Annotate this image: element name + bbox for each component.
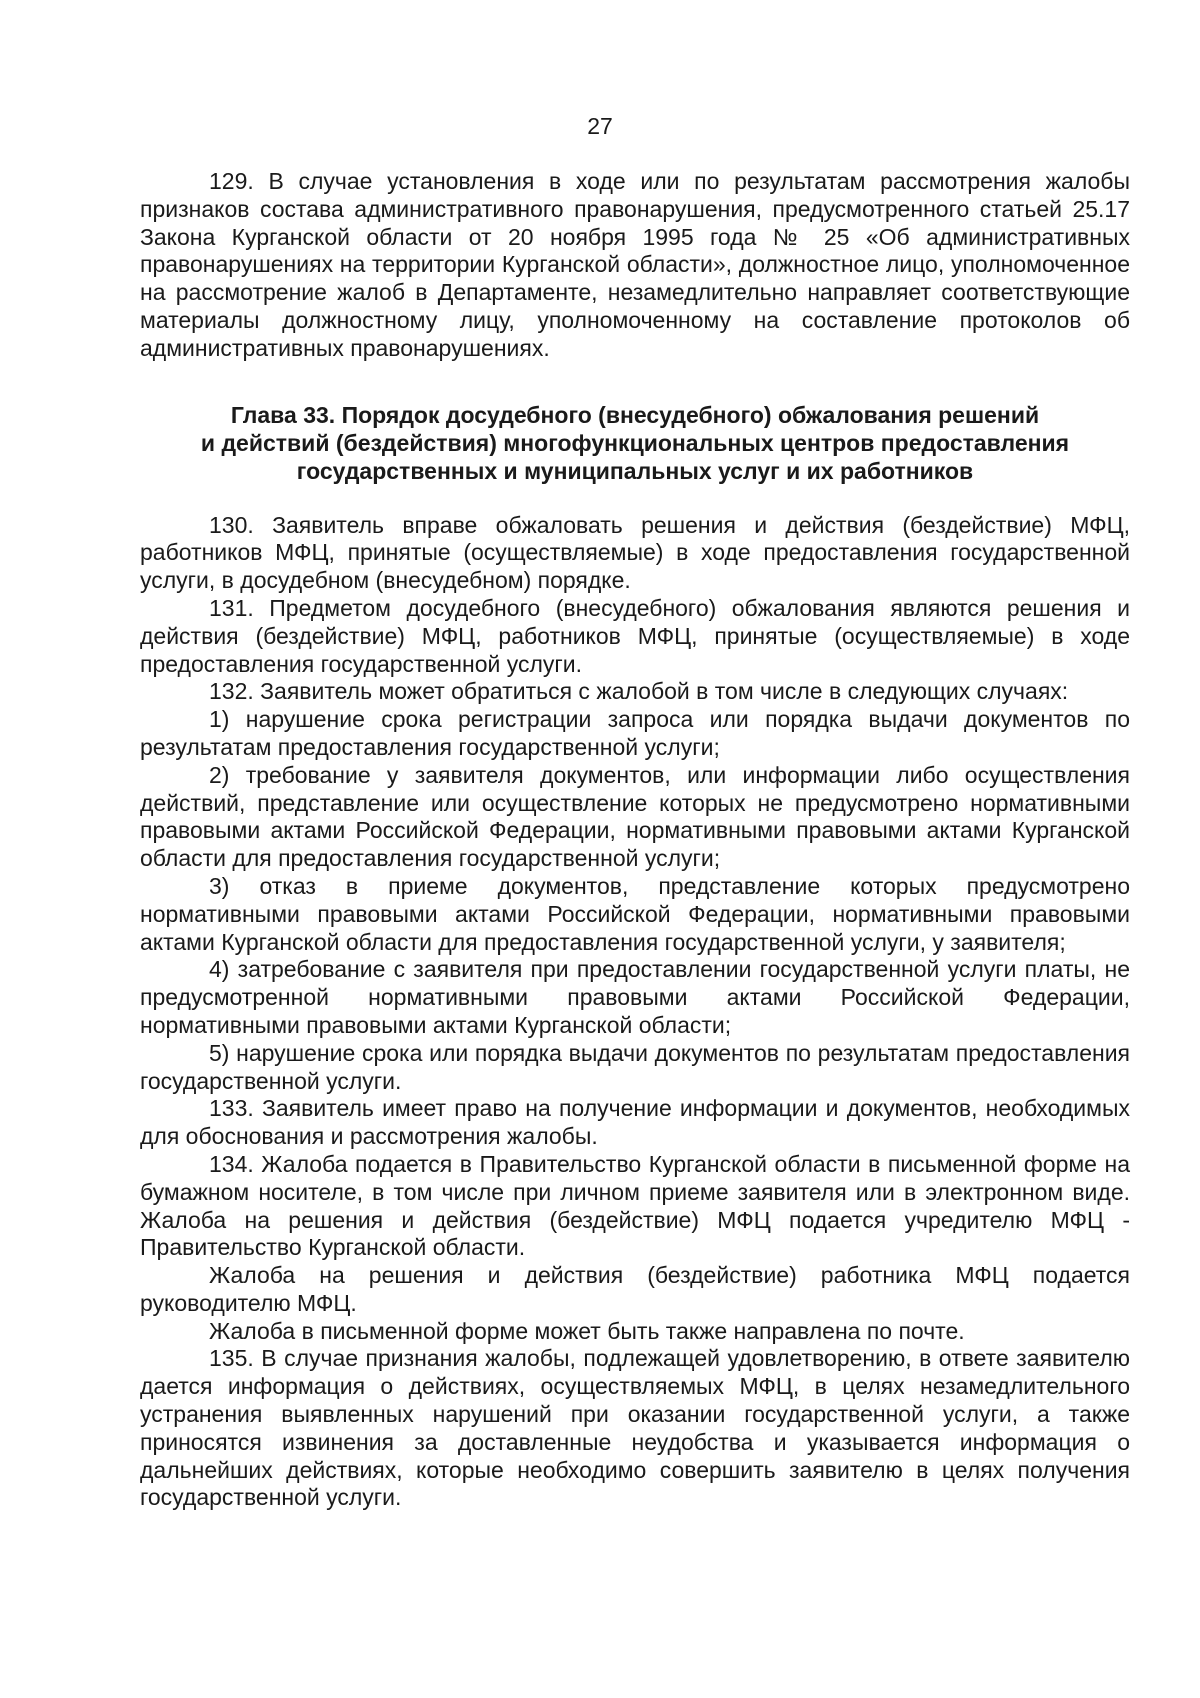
paragraph-132: 132. Заявитель может обратиться с жалобой в том числе в следующих случаях: <box>209 678 1069 705</box>
list-item-1: 1) нарушение срока регистрации запроса или порядка выдачи документов по результатам предоставления государственной услуги; <box>140 706 1130 760</box>
paragraph-135: 135. В случае признания жалобы, подлежащей удовлетворению, в ответе заявителю дается информация о действиях, осуществляемых МФЦ, в целях незамедлительного устранения выявленных нарушений при оказании государственной услуги, а также приносятся извинения за доставленные неудобства и указывается информация о дальнейших действиях, которые необходимо совершить заявителю в целях получения государственной услуги. <box>140 1345 1130 1511</box>
paragraph-134-employee: Жалоба на решения и действия (бездействие) работника МФЦ подается руководителю МФЦ. <box>140 1262 1130 1316</box>
document-body <box>140 168 1130 1512</box>
chapter-heading-line: и действий (бездействия) многофункциональных центров предоставления <box>200 429 1070 456</box>
paragraph-129: 129. В случае установления в ходе или по результатам рассмотрения жалобы признаков состава административного правонарушения, предусмотренного статьей 25.17 Закона Курганской области от 20 ноября 1995 года № 25 «Об административных правонарушениях на территории Курганской области», должностное лицо, уполномоченное на рассмотрение жалоб в Департаменте, незамедлительно направляет соответствующие материалы должностному лицу, уполномоченному на составление протоколов об административных правонарушениях. <box>140 168 1130 361</box>
chapter-heading-line: Глава 33. Порядок досудебного (внесудебного) обжалования решений <box>230 401 1040 428</box>
list-item-5: 5) нарушение срока или порядка выдачи документов по результатам предоставления государственной услуги. <box>140 1039 1130 1094</box>
paragraph-131: 131. Предметом досудебного (внесудебного) обжалования являются решения и действия (бездействие) МФЦ, работников МФЦ, принятые (осуществляемые) в ходе предоставления государственной услуги. <box>140 594 1130 677</box>
paragraph-134: 134. Жалоба подается в Правительство Курганской области в письменной форме на бумажном носителе, в том числе при личном приеме заявителя или в электронном виде. Жалоба на решения и действия (бездействие) МФЦ подается учредителю МФЦ - Правительство Курганской области. <box>140 1150 1130 1261</box>
list-item-4: 4) затребование с заявителя при предоставлении государственной услуги платы, не предусмотренной нормативными правовыми актами Российской Федерации, нормативными правовыми актами Курганской области; <box>140 956 1130 1038</box>
paragraph-130: 130. Заявитель вправе обжаловать решения и действия (бездействие) МФЦ, работников МФЦ, принятые (осуществляемые) в ходе предоставления государственной услуги, в досудебном (внесудебном) порядке. <box>140 511 1130 594</box>
chapter-heading <box>140 401 1130 485</box>
list-item-3: 3) отказ в приеме документов, представление которых предусмотрено нормативными правовыми актами Российской Федерации, нормативными правовыми актами Курганской области для предоставления государственной услуги, у заявителя; <box>140 872 1130 955</box>
chapter-heading-line: государственных и муниципальных услуг и их работников <box>296 457 974 484</box>
paragraph-134-mail: Жалоба в письменной форме может быть также направлена по почте. <box>209 1317 965 1344</box>
list-item-2: 2) требование у заявителя документов, или информации либо осуществления действий, представление или осуществление которых не предусмотрено нормативными правовыми актами Российской Федерации, нормативными правовыми актами Курганской области для предоставления государственной услуги; <box>140 761 1130 872</box>
page-number: 27 <box>587 113 613 139</box>
paragraph-133: 133. Заявитель имеет право на получение информации и документов, необходимых для обоснования и рассмотрения жалобы. <box>140 1095 1130 1150</box>
